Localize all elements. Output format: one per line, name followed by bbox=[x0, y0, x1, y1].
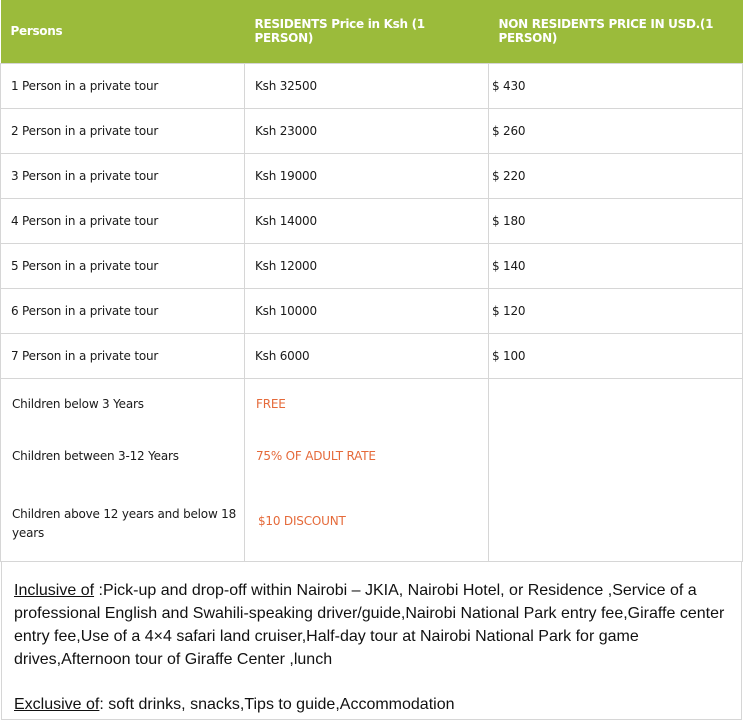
persons-cell: 1 Person in a private tour bbox=[1, 63, 245, 108]
children-labels-cell bbox=[1, 378, 245, 561]
residents-price-cell: Ksh 14000 bbox=[245, 198, 489, 243]
inclusive-paragraph bbox=[14, 579, 731, 671]
inclusive-text: :Pick-up and drop-off within Nairobi – JKIA, Nairobi Hotel, or Residence ,Service of a professional English and Swahili-speaking driver/guide,Nairobi National Park entry fee,Giraffe center entry fee,Use of a 4×4 safari land cruiser,Half-day tour at Nairobi National Park for game drives,Afternoon tour of Giraffe Center ,lunch bbox=[14, 582, 725, 668]
table-row bbox=[1, 198, 743, 243]
non-residents-price-cell: $ 220 bbox=[489, 153, 743, 198]
non-residents-price-cell: $ 430 bbox=[489, 63, 743, 108]
child-label-below-3: Children below 3 Years bbox=[12, 396, 144, 411]
non-residents-price-cell: $ 140 bbox=[489, 243, 743, 288]
child-rate-discount: $10 DISCOUNT bbox=[258, 513, 346, 528]
non-residents-price-cell: $ 120 bbox=[489, 288, 743, 333]
inclusions-notes bbox=[1, 561, 742, 720]
non-residents-price-cell: $ 260 bbox=[489, 108, 743, 153]
header-persons: Persons bbox=[1, 0, 245, 63]
child-label-3-12: Children between 3-12 Years bbox=[12, 448, 179, 463]
non-residents-price-cell: $ 180 bbox=[489, 198, 743, 243]
header-non-residents-price: NON RESIDENTS PRICE IN USD.(1 PERSON) bbox=[489, 0, 743, 63]
child-rate-75-percent: 75% OF ADULT RATE bbox=[256, 448, 376, 463]
child-label-12-18: Children above 12 years and below 18 years bbox=[12, 506, 237, 540]
exclusive-label: Exclusive of bbox=[14, 696, 100, 713]
table-header-row bbox=[1, 0, 743, 63]
children-rates-cell bbox=[245, 378, 489, 561]
residents-price-cell: Ksh 23000 bbox=[245, 108, 489, 153]
residents-price-cell: Ksh 19000 bbox=[245, 153, 489, 198]
inclusive-label: Inclusive of bbox=[14, 582, 95, 599]
table-row bbox=[1, 108, 743, 153]
children-empty-cell bbox=[489, 378, 743, 561]
persons-cell: 3 Person in a private tour bbox=[1, 153, 245, 198]
table-row bbox=[1, 153, 743, 198]
child-rate-free: FREE bbox=[256, 396, 286, 411]
residents-price-cell: Ksh 32500 bbox=[245, 63, 489, 108]
table-row bbox=[1, 333, 743, 378]
persons-cell: 4 Person in a private tour bbox=[1, 198, 245, 243]
persons-cell: 7 Person in a private tour bbox=[1, 333, 245, 378]
persons-cell: 2 Person in a private tour bbox=[1, 108, 245, 153]
persons-cell: 5 Person in a private tour bbox=[1, 243, 245, 288]
residents-price-cell: Ksh 12000 bbox=[245, 243, 489, 288]
exclusive-text: : soft drinks, snacks,Tips to guide,Accommodation bbox=[99, 696, 455, 713]
residents-price-cell: Ksh 10000 bbox=[245, 288, 489, 333]
header-residents-price: RESIDENTS Price in Ksh (1 PERSON) bbox=[245, 0, 489, 63]
table-row bbox=[1, 288, 743, 333]
table-row bbox=[1, 63, 743, 108]
residents-price-cell: Ksh 6000 bbox=[245, 333, 489, 378]
exclusive-paragraph bbox=[14, 693, 731, 716]
non-residents-price-cell: $ 100 bbox=[489, 333, 743, 378]
persons-cell: 6 Person in a private tour bbox=[1, 288, 245, 333]
children-rates-row bbox=[1, 378, 743, 561]
table-row bbox=[1, 243, 743, 288]
